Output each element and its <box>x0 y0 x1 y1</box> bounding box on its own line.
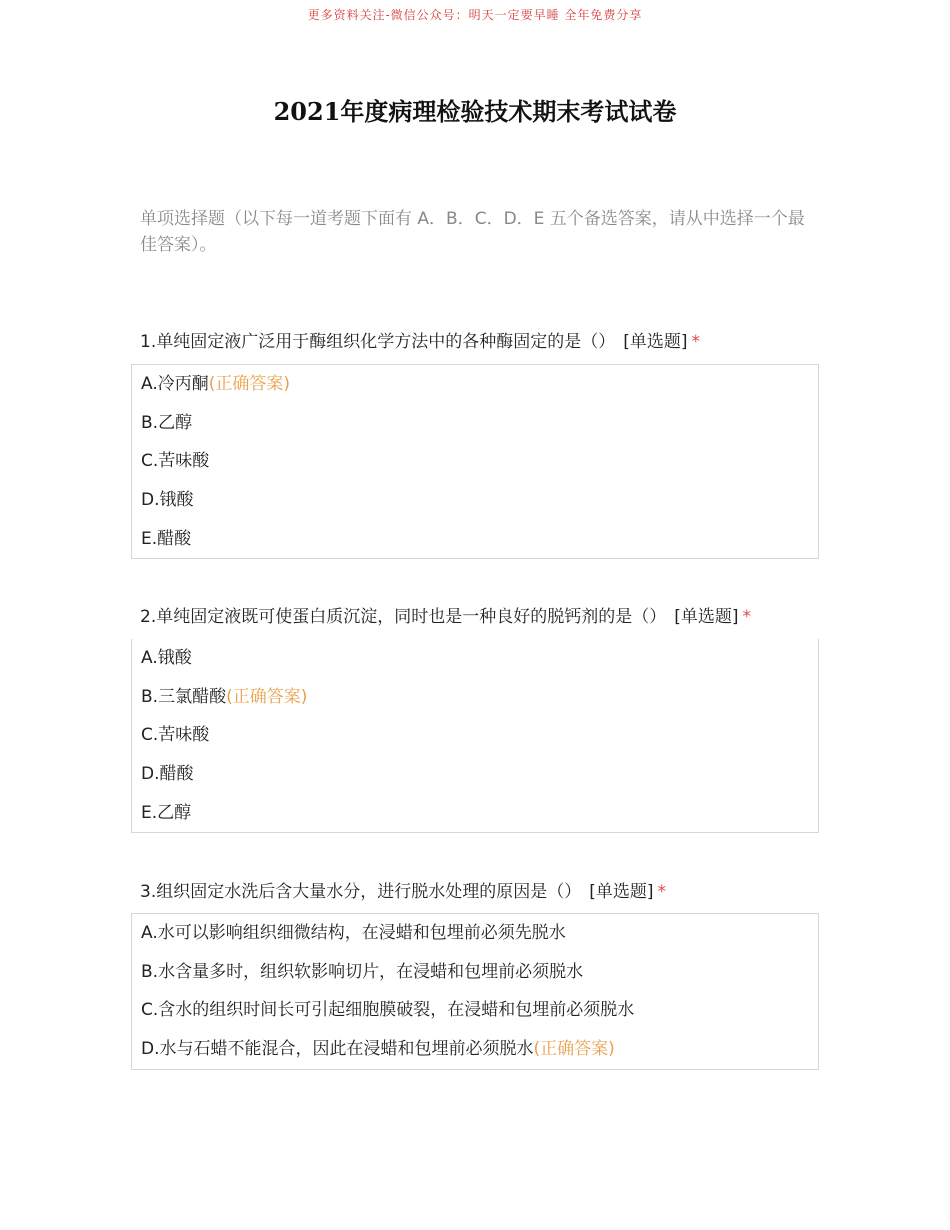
question-3 <box>140 877 840 902</box>
option-text: E.乙醇 <box>141 802 192 823</box>
question-type: [单选题] <box>589 882 654 902</box>
option-1b[interactable] <box>132 404 818 443</box>
options-box-2 <box>131 639 819 833</box>
options-box-1 <box>131 364 819 559</box>
question-2 <box>140 602 840 627</box>
question-type: [单选题] <box>623 332 688 352</box>
required-marker: * <box>657 882 666 902</box>
question-text: 2.单纯固定液既可使蛋白质沉淀，同时也是一种良好的脱钙剂的是（） <box>140 607 667 627</box>
option-1a[interactable] <box>132 365 818 404</box>
option-text: B.水含量多时，组织软影响切片，在浸蜡和包埋前必须脱水 <box>141 961 584 982</box>
option-1c[interactable] <box>132 442 818 481</box>
required-marker: * <box>691 332 700 352</box>
section-instructions: 单项选择题（以下每一道考题下面有 A．B．C．D．E 五个备选答案，请从中选择一个最佳答案）。 <box>140 209 805 255</box>
option-text: D.醋酸 <box>141 764 194 785</box>
option-text: C.苦味酸 <box>141 451 210 472</box>
option-3b[interactable] <box>132 953 818 992</box>
question-1 <box>140 327 840 352</box>
option-text: D.水与石蜡不能混合，因此在浸蜡和包埋前必须脱水 <box>141 1039 534 1060</box>
option-text: A.冷丙酮 <box>141 374 209 394</box>
option-text: B.三氯醋酸 <box>141 686 227 707</box>
option-1d[interactable] <box>132 481 818 520</box>
option-2d[interactable] <box>132 755 818 794</box>
option-text: B.乙醇 <box>141 412 193 433</box>
options-box-3 <box>131 913 819 1070</box>
option-text: A.锇酸 <box>141 648 192 668</box>
correct-answer-label: (正确答案) <box>208 374 290 394</box>
correct-answer-label: (正确答案) <box>226 686 308 707</box>
option-3c[interactable] <box>132 991 818 1030</box>
option-2e[interactable] <box>132 794 818 833</box>
option-2c[interactable] <box>132 716 818 755</box>
option-3a[interactable] <box>132 914 818 953</box>
option-2b[interactable] <box>132 678 818 717</box>
option-3d[interactable] <box>132 1030 818 1069</box>
option-1e[interactable] <box>132 520 818 559</box>
question-type: [单选题] <box>674 607 739 627</box>
question-text: 3.组织固定水洗后含大量水分，进行脱水处理的原因是（） <box>140 882 582 902</box>
question-text: 1.单纯固定液广泛用于酶组织化学方法中的各种酶固定的是（） <box>140 332 616 352</box>
option-text: E.醋酸 <box>141 528 192 549</box>
option-text: A.水可以影响组织细微结构，在浸蜡和包埋前必须先脱水 <box>141 923 566 943</box>
correct-answer-label: (正确答案) <box>533 1039 615 1060</box>
option-text: D.锇酸 <box>141 490 194 511</box>
option-2a[interactable] <box>132 639 818 678</box>
option-text: C.苦味酸 <box>141 725 210 746</box>
header-banner: 更多资料关注-微信公众号：明天一定要早睡 全年免费分享 <box>307 8 643 22</box>
option-text: C.含水的组织时间长可引起细胞膜破裂，在浸蜡和包埋前必须脱水 <box>141 1000 635 1021</box>
document-title: 2021年度病理检验技术期末考试试卷 <box>273 97 677 126</box>
required-marker: * <box>742 607 751 627</box>
